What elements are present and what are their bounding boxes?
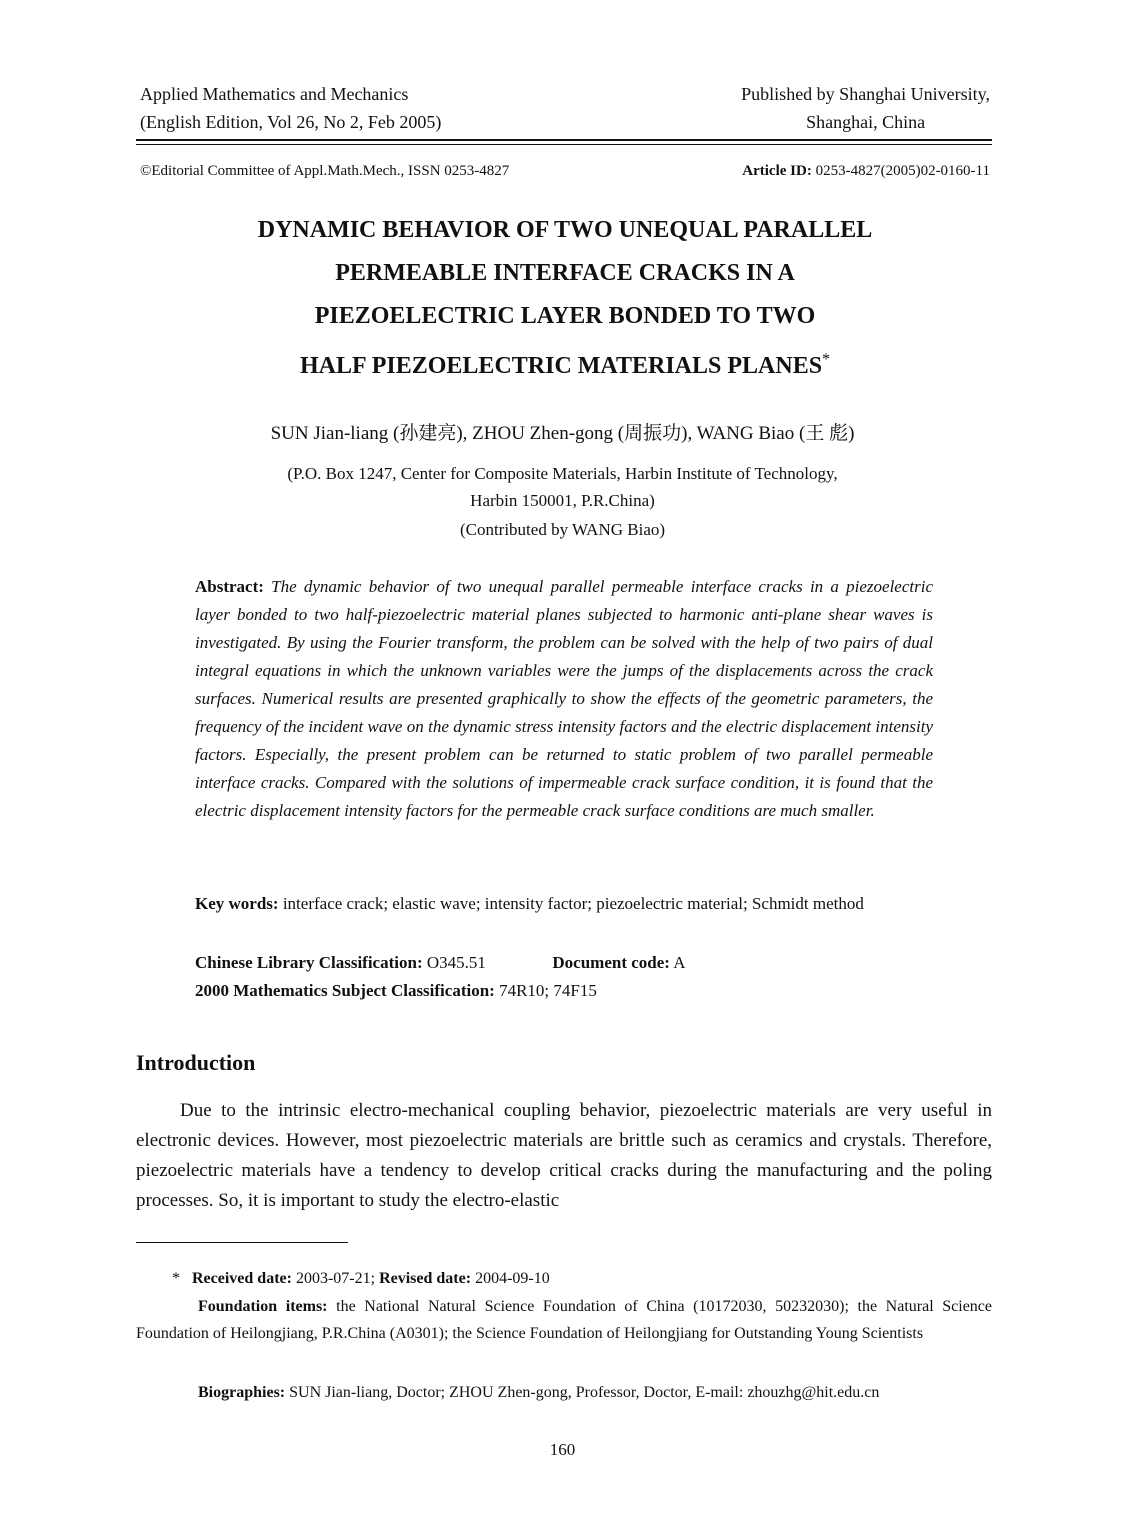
journal-edition: (English Edition, Vol 26, No 2, Feb 2005) — [140, 112, 442, 132]
title-line-2: PERMEABLE INTERFACE CRACKS IN A — [335, 260, 795, 286]
keywords — [195, 890, 923, 917]
msc-label: 2000 Mathematics Subject Classification: — [195, 981, 495, 1000]
affiliation — [0, 460, 1125, 514]
publisher-header — [741, 80, 990, 136]
foundation-text: the National Natural Science Foundation of China (10172030, 50232030); the Natural Science Foundation of Heilongjiang, P.R.China (A0301); the Science Foundation of Heilongjiang for Outstanding Young Scientists — [136, 1298, 992, 1342]
affiliation-line-2: Harbin 150001, P.R.China) — [470, 491, 655, 510]
revised-label: Revised date: — [379, 1270, 472, 1287]
abstract — [195, 573, 933, 825]
received-label: Received date: — [192, 1270, 292, 1287]
classification-line-1 — [195, 953, 686, 973]
footnote-foundation — [136, 1293, 992, 1347]
clc-value: O345.51 — [426, 953, 486, 972]
author-list: SUN Jian-liang (孙建亮), ZHOU Zhen-gong (周振功), WANG Biao (王 彪) — [270, 423, 855, 444]
title-line-1: DYNAMIC BEHAVIOR OF TWO UNEQUAL PARALLEL — [257, 217, 873, 243]
article-id-value: 0253-4827(2005)02-0160-11 — [815, 163, 990, 179]
journal-name: Applied Mathematics and Mechanics — [140, 84, 409, 104]
footnote-star: * — [172, 1270, 180, 1287]
revised-value: 2004-09-10 — [475, 1270, 550, 1287]
keywords-text: interface crack; elastic wave; intensity factor; piezoelectric material; Schmidt method — [282, 894, 864, 913]
header-rule-thin — [136, 144, 992, 145]
introduction-text: Due to the intrinsic electro-mechanical coupling behavior, piezoelectric materials are very useful in electronic devices. However, most piezoelectric materials are brittle such as ceramics and crystals. Therefore, piezoelectric materials have a tendency to develop critical cracks during the manufacturing and the poling processes. So, it is important to study the electro-elastic — [136, 1100, 992, 1211]
copyright-line: ©Editorial Committee of Appl.Math.Mech., ISSN 0253-4827 — [140, 163, 510, 179]
biographies-text: SUN Jian-liang, Doctor; ZHOU Zhen-gong, Professor, Doctor, E-mail: zhouzhg@hit.edu.cn — [289, 1384, 880, 1401]
section-heading-introduction: Introduction — [136, 1050, 256, 1075]
article-id — [742, 163, 990, 180]
footnote-biographies — [136, 1379, 992, 1406]
introduction-paragraph — [136, 1096, 992, 1216]
classification-line-2 — [195, 981, 597, 1001]
affiliation-line-1: (P.O. Box 1247, Center for Composite Materials, Harbin Institute of Technology, — [287, 464, 838, 483]
received-value: 2003-07-21; — [295, 1270, 376, 1287]
article-id-label: Article ID: — [742, 163, 812, 179]
title-line-4-text: HALF PIEZOELECTRIC MATERIALS PLANES — [299, 353, 823, 379]
title-line-3: PIEZOELECTRIC LAYER BONDED TO TWO — [314, 303, 816, 329]
abstract-text: The dynamic behavior of two unequal parallel permeable interface cracks in a piezoelectric layer bonded to two half-piezoelectric material planes subjected to harmonic anti-plane shear waves is investigated. By using the Fourier transform, the problem can be solved with the help of two pairs of dual integral equations in which the unknown variables were the jumps of the displacements across the crack surfaces. Numerical results are presented graphically to show the effects of the geometric parameters, the frequency of the incident wave on the dynamic stress intensity factors and the electric displacement intensity factors. Especially, the present problem can be returned to static problem of two parallel permeable interface cracks. Compared with the solutions of impermeable crack surface condition, it is found that the electric displacement intensity factors for the permeable crack surface conditions are much smaller. — [195, 577, 933, 820]
footnote-dates — [172, 1265, 550, 1292]
publisher-location: Shanghai, China — [806, 112, 926, 132]
clc-label: Chinese Library Classification: — [195, 953, 423, 972]
contributed-by: (Contributed by WANG Biao) — [459, 520, 666, 539]
header-rule-thick — [136, 139, 992, 141]
keywords-label: Key words: — [195, 894, 279, 913]
title-footnote-mark: * — [822, 351, 831, 368]
doc-code-label: Document code: — [552, 953, 670, 972]
footnote-rule — [136, 1242, 348, 1243]
paper-title — [160, 209, 970, 388]
publisher-name: Published by Shanghai University, — [741, 84, 990, 104]
biographies-label: Biographies: — [198, 1384, 286, 1401]
foundation-label: Foundation items: — [198, 1298, 328, 1315]
msc-value: 74R10; 74F15 — [499, 981, 597, 1000]
abstract-label: Abstract: — [195, 577, 264, 596]
doc-code-value: A — [673, 953, 686, 972]
page-number: 160 — [549, 1440, 576, 1459]
journal-header — [140, 80, 441, 136]
title-line-4 — [160, 338, 970, 388]
